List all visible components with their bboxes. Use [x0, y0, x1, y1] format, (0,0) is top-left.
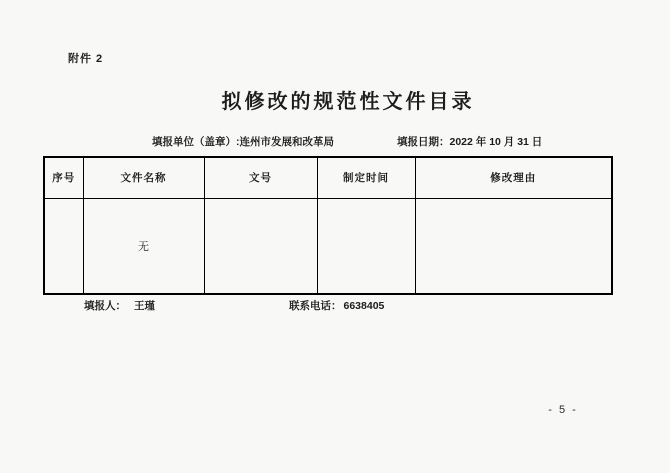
cell-formulation-time — [317, 198, 415, 294]
column-header-modification-reason: 修改理由 — [415, 157, 612, 198]
filler-person — [84, 301, 155, 313]
contact-phone — [289, 301, 384, 313]
table-row — [44, 198, 612, 294]
filler-person-value: 王瑾 — [134, 300, 155, 312]
table-header-row — [44, 157, 612, 198]
contact-phone-label: 联系电话： — [289, 300, 342, 312]
page-title: 拟修改的规范性文件目录 — [221, 91, 475, 113]
filler-person-label: 填报人： — [84, 300, 126, 312]
reporting-unit — [152, 137, 334, 149]
reporting-date-value: 2022 年 10 月 31 日 — [449, 136, 543, 148]
reporting-unit-label: 填报单位（盖章）: — [152, 136, 240, 148]
reporting-date-label: 填报日期： — [397, 136, 450, 148]
cell-document-number — [204, 198, 317, 294]
cell-serial-number — [44, 198, 83, 294]
documents-table — [43, 156, 613, 295]
column-header-document-number: 文号 — [204, 157, 317, 198]
reporting-date — [397, 137, 542, 149]
reporting-unit-value: 连州市发展和改革局 — [239, 136, 334, 148]
column-header-formulation-time: 制定时间 — [317, 157, 415, 198]
column-header-serial-number: 序号 — [44, 157, 83, 198]
cell-document-name: 无 — [83, 198, 204, 294]
page-number: - 5 - — [548, 404, 578, 416]
cell-modification-reason — [415, 198, 612, 294]
column-header-document-name: 文件名称 — [83, 157, 204, 198]
contact-phone-value: 6638405 — [343, 300, 385, 312]
attachment-label: 附件 2 — [68, 53, 104, 65]
